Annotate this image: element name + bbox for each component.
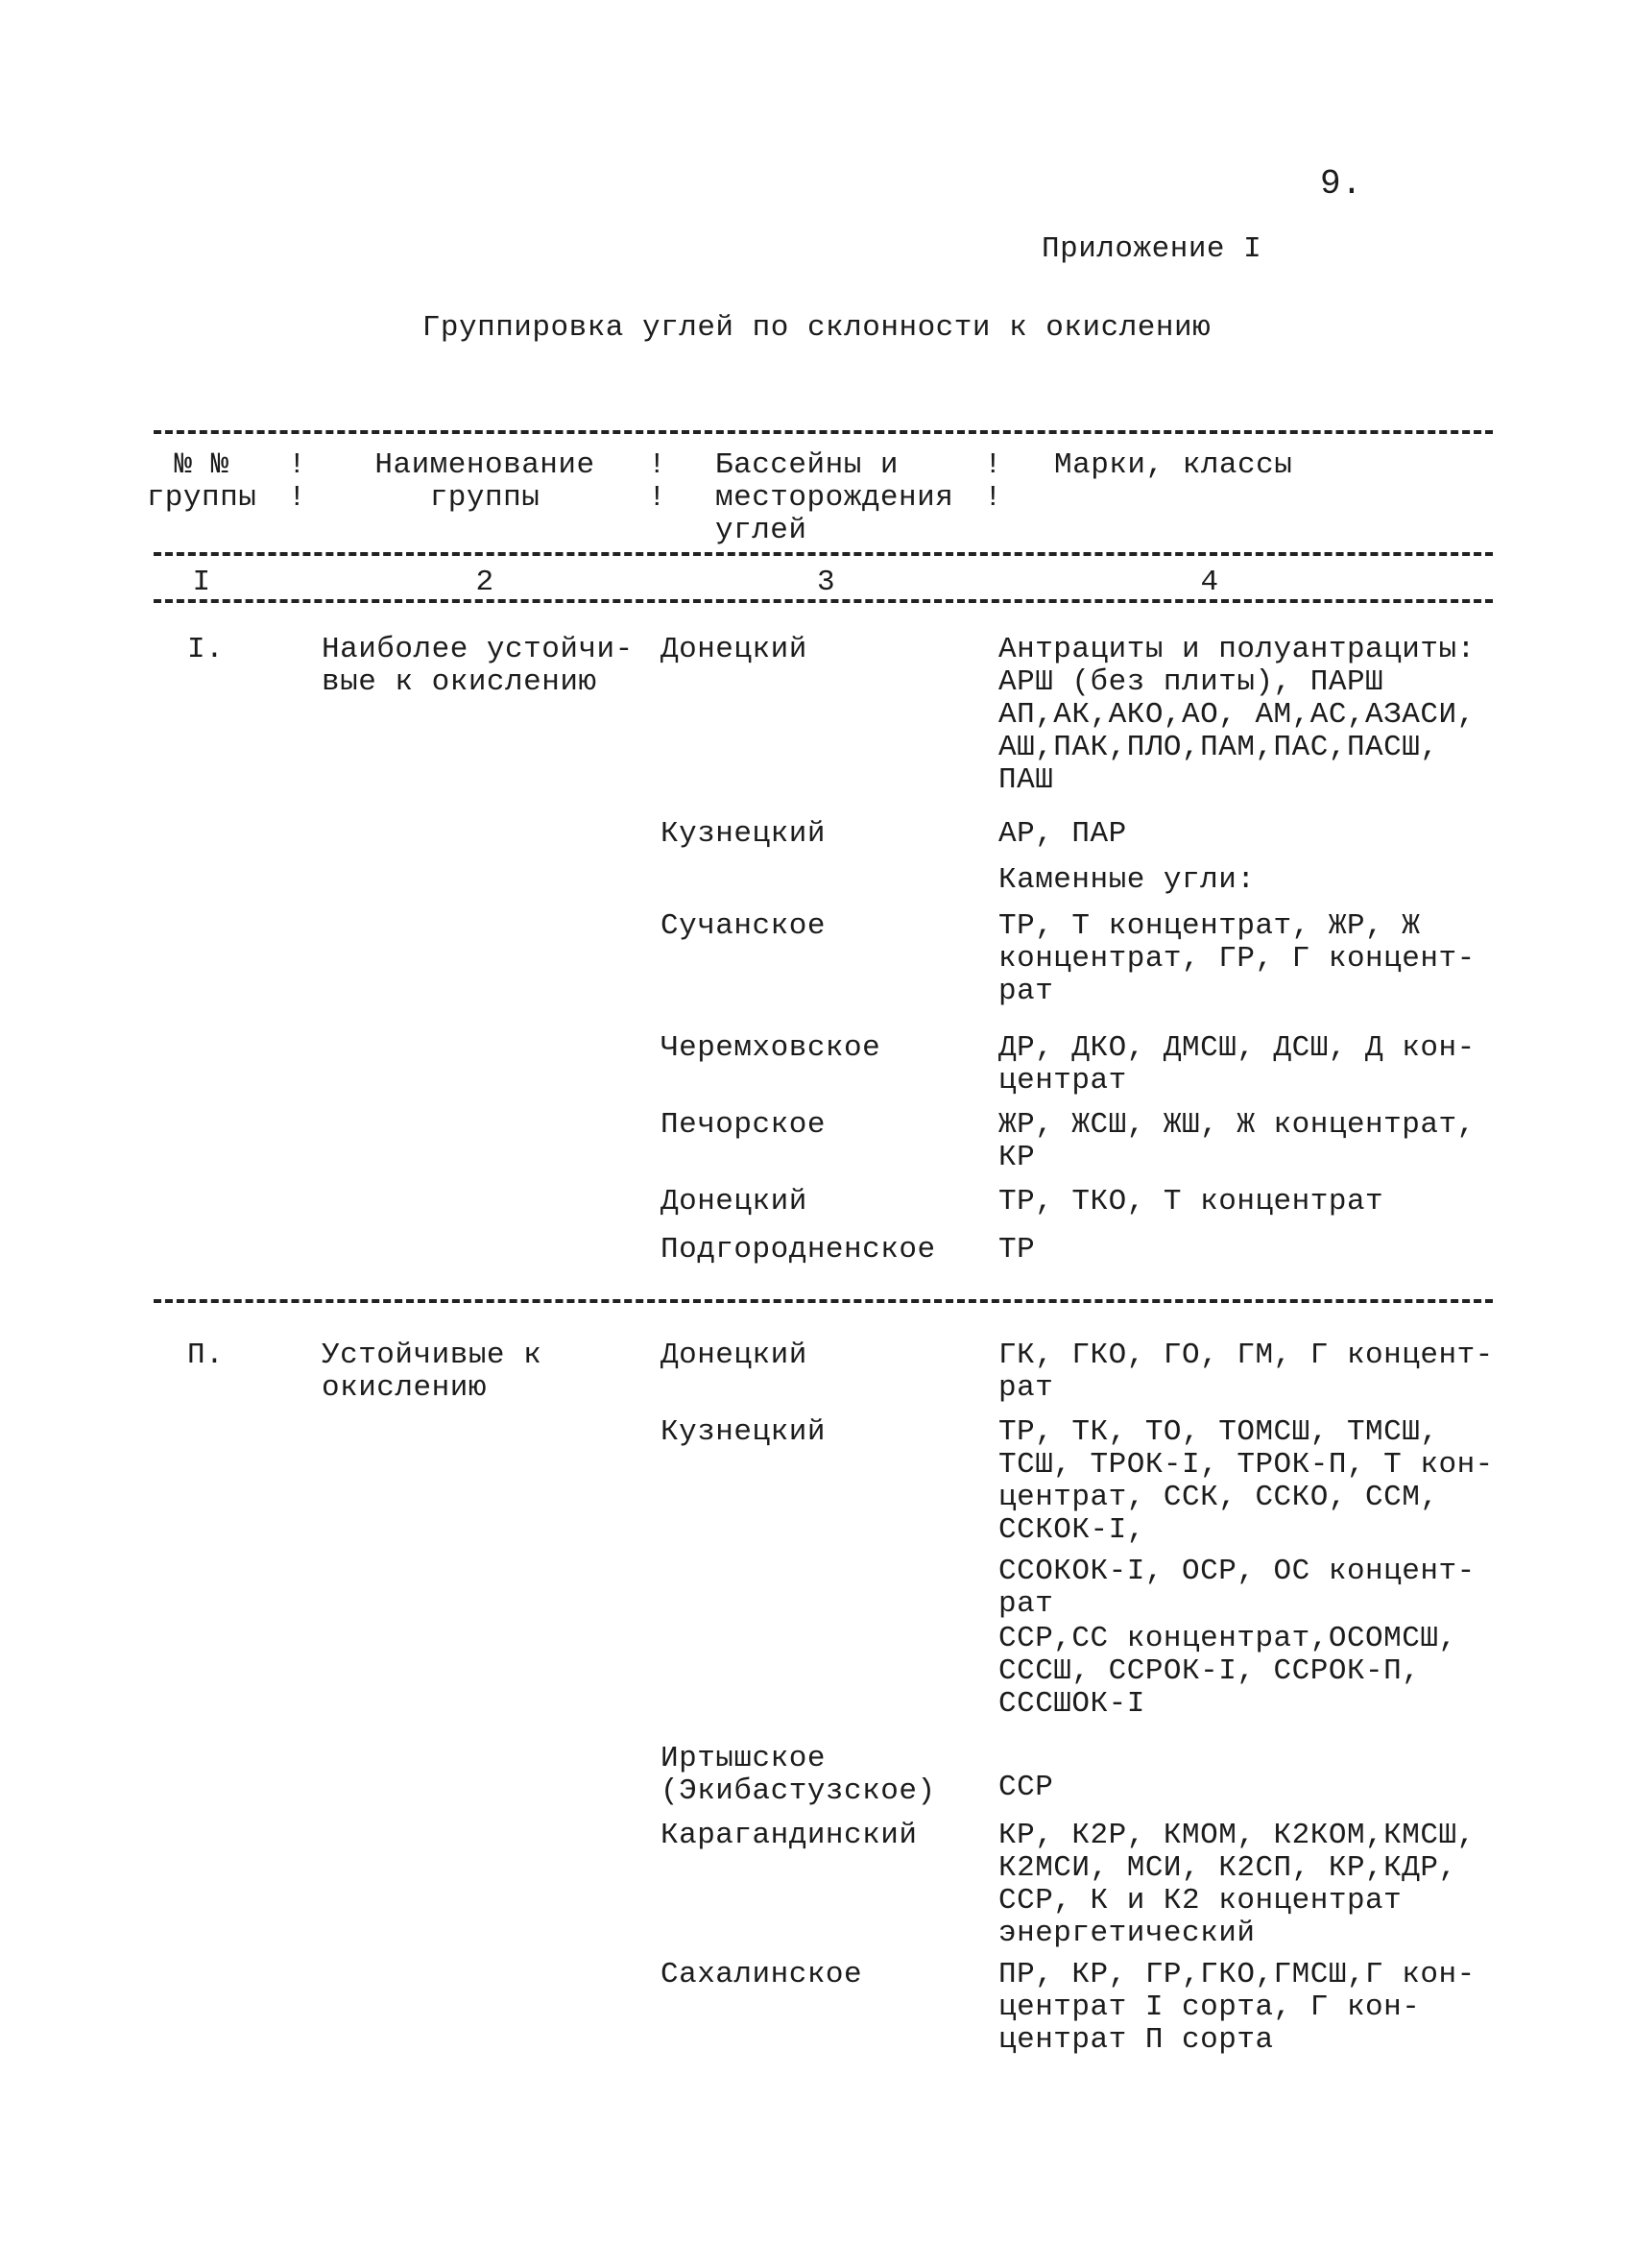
group-number: I.: [187, 633, 225, 666]
header-separator: ! !: [984, 448, 1002, 515]
basin-name: Иртышское (Экибастузское): [660, 1742, 936, 1808]
basin-name: Донецкий: [660, 1185, 807, 1218]
grade-list: ССР,СС концентрат,ОСОМСШ, СССШ, ССРОК-I, ССРОК-П, СССШОК-I: [998, 1622, 1457, 1721]
header-mid-rule: [154, 552, 1493, 556]
grade-list: ТР, ТК, ТО, ТОМСШ, ТМСШ, ТСШ, ТРОК-I, ТРОК-П, Т кон- центрат, ССК, ССКО, ССМ, ССКОК-I,: [998, 1415, 1494, 1547]
grade-list: ССР: [998, 1771, 1054, 1804]
grade-list: АР, ПАР: [998, 817, 1127, 851]
header-grades: Марки, классы: [1054, 448, 1293, 482]
header-separator: ! !: [288, 448, 306, 515]
column-number-4: 4: [1200, 566, 1219, 599]
grade-list: ТР, ТКО, Т концентрат: [998, 1185, 1384, 1218]
basin-name: Донецкий: [660, 633, 807, 666]
header-group-number: № № группы: [146, 448, 257, 515]
grade-list: ТР, Т концентрат, ЖР, Ж концентрат, ГР, Г концент- рат: [998, 909, 1476, 1008]
column-number-2: 2: [475, 566, 494, 599]
grade-list: ГК, ГКО, ГО, ГМ, Г концент- рат: [998, 1339, 1494, 1405]
basin-name: Карагандинский: [660, 1819, 918, 1852]
page-title: Группировка углей по склонности к окислению: [421, 311, 1212, 345]
grade-list: Антрациты и полуантрациты: АРШ (без плиты), ПАРШ АП,АК,АКО,АО, АМ,АС,АЗАСИ, АШ,ПАК,ПЛО,ПАМ,ПАС,ПАСШ, ПАШ: [998, 633, 1476, 797]
column-number-1: I: [192, 566, 211, 599]
basin-name: Сахалинское: [660, 1958, 863, 1991]
grade-list: ПР, КР, ГР,ГКО,ГМСШ,Г кон- центрат I сорта, Г кон- центрат П сорта: [998, 1958, 1476, 2057]
group-name: Наиболее устойчи- вые к окислению: [322, 633, 634, 699]
group-number: П.: [187, 1339, 225, 1372]
grade-list: ЖР, ЖСШ, ЖШ, Ж концентрат, КР: [998, 1108, 1476, 1174]
group-divider-rule: [154, 1299, 1493, 1303]
basin-name: Кузнецкий: [660, 817, 826, 851]
basin-name: Черемховское: [660, 1031, 881, 1065]
basin-name: Донецкий: [660, 1339, 807, 1372]
basin-name: Сучанское: [660, 909, 826, 943]
grade-list: ДР, ДКО, ДМСШ, ДСШ, Д кон- центрат: [998, 1031, 1476, 1098]
group-name: Устойчивые к окислению: [322, 1339, 542, 1405]
grade-list: КР, К2Р, КМОМ, К2КОМ,КМСШ, К2МСИ, МСИ, К2СП, КР,КДР, ССР, К и К2 концентрат энергетический: [998, 1819, 1476, 1950]
table-top-rule: [154, 430, 1493, 434]
header-bottom-rule: [154, 599, 1493, 603]
appendix-label: Приложение I: [1042, 232, 1262, 266]
basin-name: Кузнецкий: [660, 1415, 826, 1449]
basin-name: Подгородненское: [660, 1233, 936, 1267]
page-number: 9.: [1320, 164, 1363, 204]
header-basins: Бассейны и месторождения углей: [715, 448, 954, 547]
grade-list: ССОКОК-I, ОСР, ОС концент- рат: [998, 1555, 1476, 1621]
grade-list: ТР: [998, 1233, 1036, 1267]
header-group-name: Наименование группы: [374, 448, 595, 515]
grade-subheading: Каменные угли:: [998, 863, 1256, 897]
basin-name: Печорское: [660, 1108, 826, 1142]
column-number-3: 3: [816, 566, 836, 599]
header-separator: ! !: [648, 448, 666, 515]
